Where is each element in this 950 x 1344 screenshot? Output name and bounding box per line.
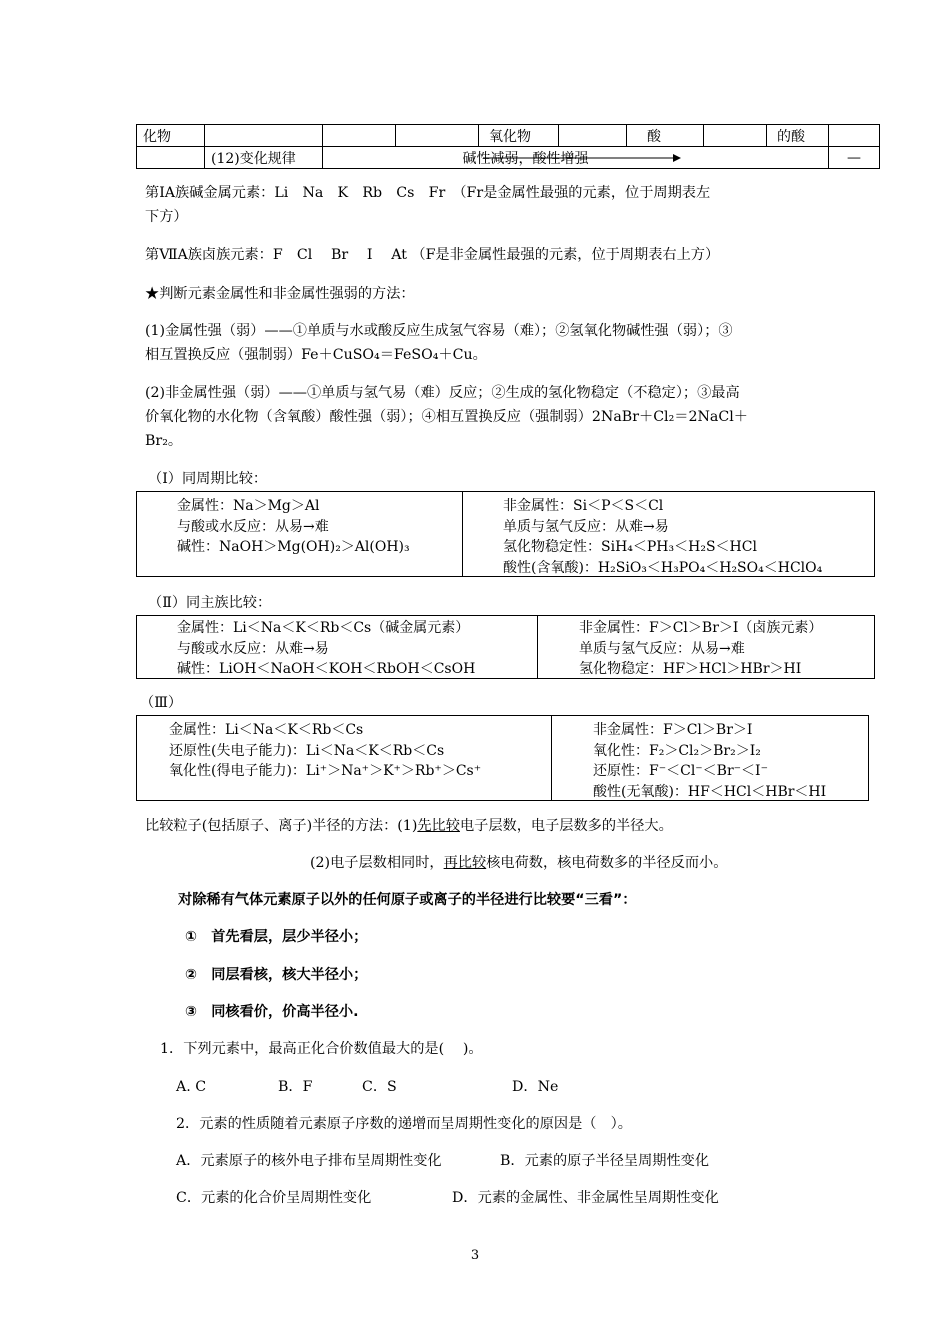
table-cell: 化物 <box>137 125 205 147</box>
list-item: 氧化性(得电子能力)：Li⁺＞Na⁺＞K⁺＞Rb⁺＞Cs⁺ <box>169 763 482 779</box>
nonmetal-method-line: 价氧化物的水化物（含氧酸）酸性强（弱）；④相互置换反应（强制弱）2NaBr＋Cl₂＝2NaCl＋ <box>145 409 748 425</box>
period-compare-box <box>136 491 875 577</box>
q2-option-c: C．元素的化合价呈周期性变化 <box>176 1190 372 1206</box>
list-item: 酸性(含氧酸)：H₂SiO₃＜H₃PO₄＜H₂SO₄＜HClO₄ <box>503 559 823 576</box>
table-row <box>137 147 880 169</box>
nonmetal-method-line: (2)非金属性强（弱）——①单质与氢气易（难）反应；②生成的氢化物稳定（不稳定）；③最高 <box>145 385 740 401</box>
list-item: 单质与氢气反应：从易→难 <box>579 640 745 657</box>
group-metal-column <box>177 618 475 678</box>
three-look-item: ③ 同核看价，价高半径小. <box>185 1004 359 1020</box>
period-compare-heading: （Ⅰ）同周期比较： <box>148 471 268 487</box>
table-cell <box>559 125 627 147</box>
q2-option-a: A．元素原子的核外电子排布呈周期性变化 <box>176 1153 442 1169</box>
q1-option-a: A. C <box>176 1079 207 1095</box>
page-number: 3 <box>470 1248 480 1263</box>
method-title: ★判断元素金属性和非金属性强弱的方法： <box>145 286 415 302</box>
third-left-column <box>169 720 481 800</box>
radius-text: 电子层数，电子层数多的半径大。 <box>459 818 673 834</box>
trend-cell <box>323 147 829 169</box>
metal-method-line: 相互置换反应（强制弱）Fe＋CuSO₄＝FeSO₄＋Cu。 <box>145 347 487 363</box>
question-2: 2．元素的性质随着元素原子序数的递增而呈周期性变化的原因是（ ）。 <box>176 1116 632 1132</box>
column-divider <box>537 616 538 678</box>
third-compare-box <box>136 715 869 801</box>
column-divider <box>551 716 552 800</box>
radius-text: (2)电子层数相同时， <box>310 855 444 871</box>
column-divider <box>462 492 463 576</box>
radius-underlined: 再比较 <box>443 855 487 871</box>
list-item: 与酸或水反应：从易→难 <box>177 518 329 535</box>
list-item: 氢化物稳定性：SiH₄＜PH₃＜H₂S＜HCl <box>503 539 757 555</box>
third-compare-heading: （Ⅲ） <box>140 695 183 711</box>
alkali-metals-line-cont: 下方） <box>145 209 188 225</box>
q2-option-d: D．元素的金属性、非金属性呈周期性变化 <box>452 1190 719 1206</box>
radius-method-line <box>145 816 673 836</box>
table-cell: — <box>829 147 880 169</box>
table-cell: 酸 <box>627 125 704 147</box>
radius-underlined: 先比较 <box>417 818 460 834</box>
list-item: 非金属性：F＞Cl＞Br＞I（卤族元素） <box>579 620 823 636</box>
list-item: 碱性：NaOH＞Mg(OH)₂＞Al(OH)₃ <box>177 539 410 555</box>
list-item: 与酸或水反应：从难→易 <box>177 640 329 657</box>
radius-text: 核电荷数，核电荷数多的半径反而小。 <box>486 855 728 871</box>
list-item: 金属性：Na＞Mg＞Al <box>177 498 320 514</box>
question-1: 1．下列元素中，最高正化合价数值最大的是( )。 <box>160 1041 483 1057</box>
list-item: 金属性：Li＜Na＜K＜Rb＜Cs <box>169 722 364 738</box>
list-item: 金属性：Li＜Na＜K＜Rb＜Cs（碱金属元素） <box>177 620 470 636</box>
table-cell <box>137 147 205 169</box>
trend-label: (12)变化规律 <box>205 147 323 169</box>
alkali-metals-line: 第ⅠA族碱金属元素：Li Na K Rb Cs Fr （Fr是金属性最强的元素，位于周期表左 <box>145 185 711 201</box>
halogen-line: 第ⅦA族卤族元素：F Cl Br I At （F是非金属性最强的元素，位于周期表右上方） <box>145 247 720 263</box>
table-row <box>137 125 880 147</box>
three-look-title: 对除稀有气体元素原子以外的任何原子或离子的半径进行比较要“三看”： <box>178 892 637 908</box>
nonmetal-method-line: Br₂。 <box>145 433 183 449</box>
list-item: 还原性(失电子能力)：Li＜Na＜K＜Rb＜Cs <box>169 742 445 759</box>
group-nonmetal-column <box>579 618 822 678</box>
period-nonmetal-column <box>503 496 822 576</box>
table-cell <box>704 125 767 147</box>
list-item: 单质与氢气反应：从难→易 <box>503 518 669 535</box>
list-item: 氢化物稳定：HF＞HCl＞HBr＞HI <box>579 661 802 677</box>
property-table <box>136 124 880 169</box>
list-item: 酸性(无氧酸)：HF＜HCl＜HBr＜HI <box>593 783 827 800</box>
q1-option-b: B．F <box>278 1079 313 1095</box>
table-cell <box>205 125 323 147</box>
group-compare-box <box>136 615 875 679</box>
list-item: 氧化性：F₂＞Cl₂＞Br₂＞I₂ <box>593 742 761 759</box>
group-compare-heading: （Ⅱ）同主族比较： <box>148 595 272 611</box>
table-cell <box>323 125 396 147</box>
q1-option-c: C．S <box>362 1079 397 1095</box>
q1-option-d: D．Ne <box>512 1079 559 1095</box>
three-look-item: ② 同层看核，核大半径小； <box>185 967 368 983</box>
radius-text: 比较粒子(包括原子、离子)半径的方法：(1) <box>145 818 418 834</box>
table-cell <box>829 125 880 147</box>
third-right-column <box>593 720 826 800</box>
list-item: 碱性：LiOH＜NaOH＜KOH＜RbOH＜CsOH <box>177 661 476 677</box>
list-item: 非金属性：Si＜P＜S＜Cl <box>503 498 664 514</box>
table-cell: 氧化物 <box>479 125 559 147</box>
period-metal-column <box>177 496 410 576</box>
trend-text: 碱性减弱，酸性增强 <box>462 150 589 167</box>
table-cell: 的酸 <box>767 125 829 147</box>
radius-method-line-2 <box>310 853 727 873</box>
list-item: 还原性：F⁻＜Cl⁻＜Br⁻＜I⁻ <box>593 763 768 779</box>
three-look-item: ① 首先看层，层少半径小； <box>185 929 368 945</box>
trend-arrow-icon <box>483 153 683 163</box>
metal-method-line: (1)金属性强（弱）——①单质与水或酸反应生成氢气容易（难）；②氢氧化物碱性强（弱）；③ <box>145 323 733 339</box>
table-cell <box>396 125 479 147</box>
list-item: 非金属性：F＞Cl＞Br＞I <box>593 722 753 738</box>
q2-option-b: B．元素的原子半径呈周期性变化 <box>500 1153 710 1169</box>
